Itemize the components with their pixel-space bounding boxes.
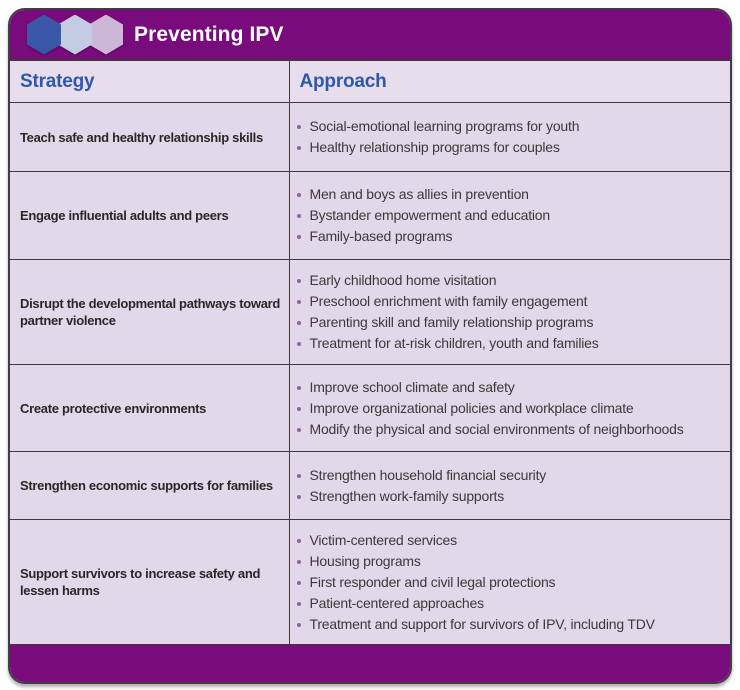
- approach-item-label: Housing programs: [309, 552, 421, 569]
- bullet-icon: [297, 214, 301, 218]
- approach-item-label: Strengthen work-family supports: [309, 487, 505, 504]
- bullet-icon: [297, 235, 301, 239]
- approach-item-label: Social-emotional learning programs for youth: [309, 118, 580, 134]
- bullet-icon: [297, 539, 301, 543]
- approach-item: [296, 333, 723, 354]
- bullet-icon: [297, 428, 301, 432]
- bullet-icon: [297, 321, 301, 325]
- approach-item-label: Family-based programs: [309, 228, 453, 244]
- column-header-row: [10, 61, 730, 103]
- approach-cell: [289, 172, 730, 260]
- approach-list: [296, 377, 723, 440]
- approach-cell: [289, 520, 730, 645]
- bullet-icon: [297, 300, 301, 304]
- table-row: [10, 520, 730, 645]
- approach-list: [296, 530, 723, 635]
- table-row: [10, 172, 730, 260]
- bullet-icon: [297, 495, 301, 499]
- approach-cell: [289, 260, 730, 365]
- column-header-approach: Approach: [289, 61, 730, 103]
- approach-item-label: Bystander empowerment and education: [309, 207, 550, 223]
- approach-cell: [289, 103, 730, 172]
- strategy-approach-table: [10, 60, 730, 645]
- approach-item-label: Modify the physical and social environments of neighborhoods: [309, 420, 684, 437]
- approach-list: [296, 116, 723, 158]
- bullet-icon: [297, 342, 301, 346]
- column-header-strategy: Strategy: [10, 61, 289, 103]
- approach-item-label: Patient-centered approaches: [309, 594, 484, 611]
- approach-list: [296, 465, 723, 507]
- approach-item: [296, 486, 723, 507]
- approach-item-label: Victim-centered services: [309, 531, 457, 548]
- preventing-ipv-card: [8, 8, 732, 684]
- strategy-cell: Engage influential adults and peers: [10, 172, 289, 260]
- bullet-icon: [297, 279, 301, 283]
- strategy-cell: Support survivors to increase safety and lessen harms: [10, 520, 289, 645]
- approach-item: [296, 184, 723, 205]
- bullet-icon: [297, 474, 301, 478]
- card-footer: [10, 645, 730, 682]
- bullet-icon: [297, 146, 301, 150]
- approach-item-label: Preschool enrichment with family engagement: [309, 293, 588, 309]
- approach-item: [296, 419, 723, 440]
- approach-item-label: Improve organizational policies and workplace climate: [309, 399, 634, 416]
- approach-item: [296, 572, 723, 593]
- approach-item-label: Treatment and support for survivors of IPV, including TDV: [309, 615, 655, 632]
- approach-list: [296, 270, 723, 354]
- bullet-icon: [297, 407, 301, 411]
- hexagon-light-blue-icon: [58, 15, 92, 55]
- hexagon-logo: [27, 15, 123, 55]
- approach-item-label: Men and boys as allies in prevention: [309, 186, 529, 202]
- approach-item-label: Strengthen household financial security: [309, 466, 547, 483]
- bullet-icon: [297, 125, 301, 129]
- table-row: [10, 103, 730, 172]
- bullet-icon: [297, 386, 301, 390]
- approach-item: [296, 530, 723, 551]
- approach-item: [296, 312, 723, 333]
- bullet-icon: [297, 560, 301, 564]
- bullet-icon: [297, 623, 301, 627]
- approach-item-label: First responder and civil legal protections: [309, 573, 556, 590]
- approach-item: [296, 465, 723, 486]
- card-title: Preventing IPV: [134, 22, 284, 46]
- approach-item: [296, 614, 723, 635]
- approach-item: [296, 137, 723, 158]
- approach-item-label: Healthy relationship programs for couples: [309, 139, 560, 155]
- card-header: [10, 10, 730, 60]
- approach-item-label: Treatment for at-risk children, youth and families: [309, 335, 599, 351]
- bullet-icon: [297, 602, 301, 606]
- approach-cell: [289, 452, 730, 520]
- approach-item-label: Parenting skill and family relationship programs: [309, 314, 594, 330]
- table-row: [10, 365, 730, 452]
- approach-item: [296, 226, 723, 247]
- strategy-cell: Strengthen economic supports for families: [10, 452, 289, 520]
- approach-item: [296, 377, 723, 398]
- approach-item-label: Improve school climate and safety: [309, 378, 515, 395]
- hexagon-light-purple-icon: [89, 15, 123, 55]
- approach-list: [296, 184, 723, 247]
- table-row: [10, 260, 730, 365]
- approach-item: [296, 593, 723, 614]
- strategy-cell: Disrupt the developmental pathways toward partner violence: [10, 260, 289, 365]
- approach-item: [296, 270, 723, 291]
- approach-item: [296, 205, 723, 226]
- strategy-cell: Create protective environments: [10, 365, 289, 452]
- approach-cell: [289, 365, 730, 452]
- approach-item: [296, 551, 723, 572]
- approach-item: [296, 398, 723, 419]
- hexagon-blue-icon: [27, 15, 61, 55]
- strategy-cell: Teach safe and healthy relationship skills: [10, 103, 289, 172]
- table-row: [10, 452, 730, 520]
- bullet-icon: [297, 193, 301, 197]
- bullet-icon: [297, 581, 301, 585]
- approach-item: [296, 291, 723, 312]
- approach-item: [296, 116, 723, 137]
- approach-item-label: Early childhood home visitation: [309, 272, 497, 288]
